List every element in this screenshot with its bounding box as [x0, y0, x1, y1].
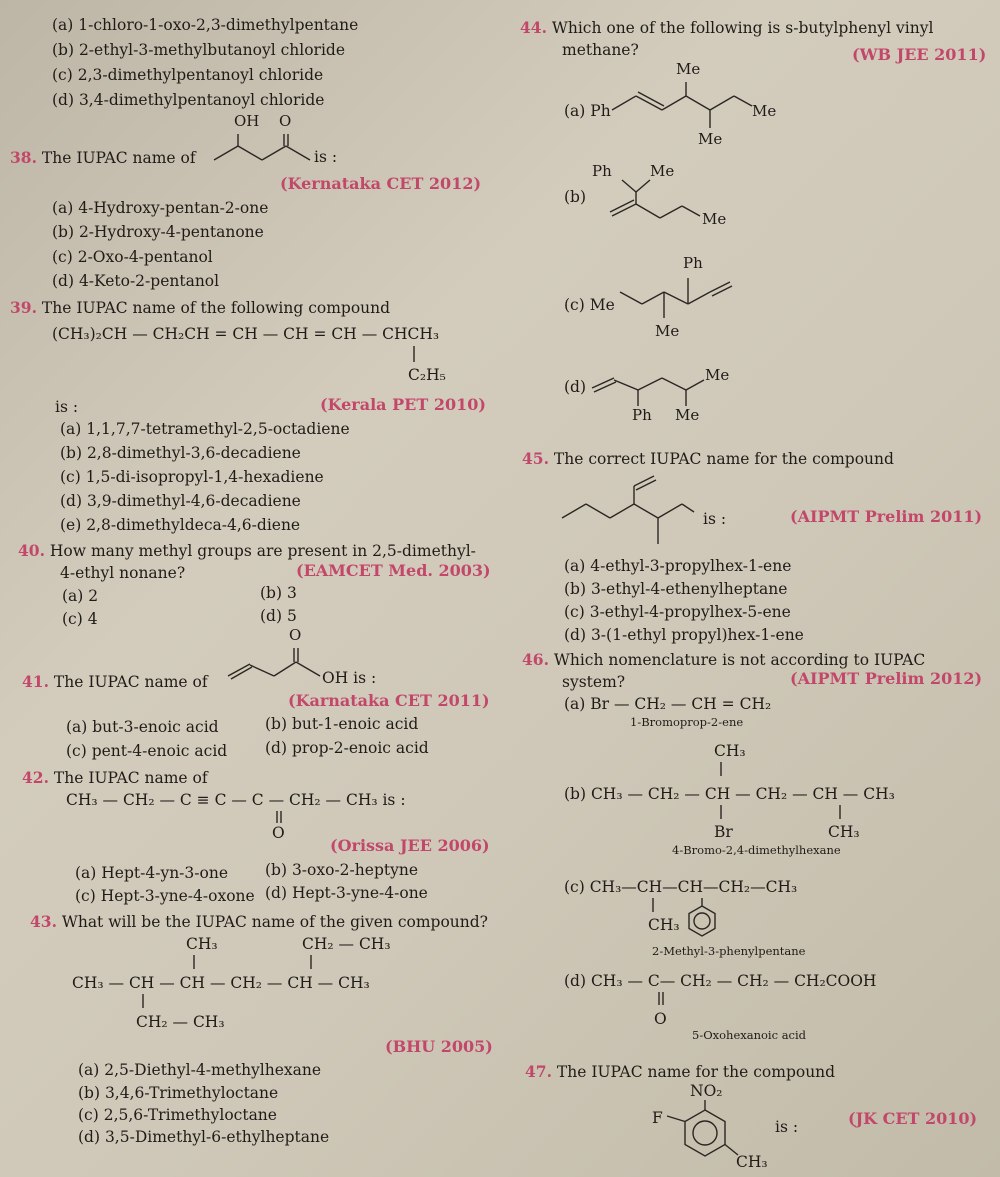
- q44-a-me-bottom: Me: [698, 130, 723, 148]
- q44-c-label: (c) Me: [564, 296, 615, 314]
- q44-number: 44.: [520, 18, 547, 37]
- q42-text: The IUPAC name of: [53, 769, 208, 787]
- q39-line: [10, 300, 390, 317]
- q40-line1: [18, 543, 476, 560]
- q46-source: (AIPMT Prelim 2012): [790, 669, 983, 688]
- q47-source: (JK CET 2010): [848, 1109, 978, 1128]
- q38-option-d: (d) 4-Keto-2-pentanol: [52, 272, 220, 290]
- q44-d-me-right: Me: [705, 366, 730, 384]
- q46-number: 46.: [522, 650, 549, 669]
- q46-d-name: 5-Oxohexanoic acid: [692, 1028, 807, 1042]
- q40-source: (EAMCET Med. 2003): [296, 561, 491, 580]
- q44-c-me: Me: [655, 322, 680, 340]
- q43-top-methyl: CH₃: [186, 935, 218, 953]
- q42-line: [22, 770, 208, 787]
- q42-option-c: (c) Hept-3-yne-4-oxone: [75, 887, 255, 905]
- q46-d-carbonyl-bond: [656, 992, 666, 1008]
- q43-main-chain: CH₃ — CH — CH — CH₂ — CH — CH₃: [72, 974, 370, 992]
- q40-option-a: (a) 2: [62, 587, 99, 605]
- q38-source: (Kernataka CET 2012): [280, 174, 482, 193]
- q41-option-a: (a) but-3-enoic acid: [66, 718, 219, 736]
- q46-c-name: 2-Methyl-3-phenylpentane: [652, 944, 806, 958]
- q44-c-structure: [620, 272, 735, 322]
- q44-d-ph: Ph: [632, 406, 652, 424]
- q42-number: 42.: [22, 768, 49, 787]
- q44-source: (WB JEE 2011): [852, 45, 987, 64]
- q45-structure: [562, 472, 697, 548]
- q43-option-a: (a) 2,5-Diethyl-4-methylhexane: [78, 1061, 322, 1079]
- q43-top-bonds: [192, 955, 322, 973]
- q46-d-o: O: [654, 1010, 667, 1028]
- q47-ch3: CH₃: [736, 1153, 768, 1171]
- q46-c-formula: (c) CH₃—CH—CH—CH₂—CH₃: [564, 878, 798, 896]
- q46-c-ch3: CH₃: [648, 916, 680, 934]
- q46-d-formula: (d) CH₃ — C— CH₂ — CH₂ — CH₂COOH: [564, 972, 877, 990]
- q40-line2: 4-ethyl nonane?: [60, 564, 186, 582]
- q47-number: 47.: [525, 1062, 552, 1081]
- q45-option-b: (b) 3-ethyl-4-ethenylheptane: [564, 580, 788, 598]
- q44-b-me-top: Me: [650, 162, 675, 180]
- q43-option-d: (d) 3,5-Dimethyl-6-ethylheptane: [78, 1128, 330, 1146]
- q37-option-b: (b) 2-ethyl-3-methylbutanoyl chloride: [52, 41, 346, 59]
- q40-text: How many methyl groups are present in 2,5-dimethyl-: [49, 542, 476, 560]
- q45-text: The correct IUPAC name for the compound: [553, 450, 894, 468]
- q39-text: The IUPAC name of the following compound: [41, 299, 391, 317]
- q39-option-e: (e) 2,8-dimethyldeca-4,6-diene: [60, 516, 301, 534]
- q41-o-label: O: [289, 626, 302, 644]
- q47-no2: NO₂: [690, 1082, 723, 1100]
- q45-number: 45.: [522, 449, 549, 468]
- q44-b-label: (b): [564, 188, 587, 206]
- q41-option-b: (b) but-1-enoic acid: [265, 715, 419, 733]
- q39-source: (Kerala PET 2010): [320, 395, 486, 414]
- q45-option-d: (d) 3-(1-ethyl propyl)hex-1-ene: [564, 626, 804, 644]
- q45-option-c: (c) 3-ethyl-4-propylhex-5-ene: [564, 603, 791, 621]
- q37-option-d: (d) 3,4-dimethylpentanoyl chloride: [52, 91, 325, 109]
- q39-number: 39.: [10, 298, 37, 317]
- q40-number: 40.: [18, 541, 45, 560]
- q45-source: (AIPMT Prelim 2011): [790, 507, 983, 526]
- q40-option-c: (c) 4: [62, 610, 98, 628]
- q39-formula: (CH₃)₂CH — CH₂CH = CH — CH = CH — CHCH₃: [52, 325, 440, 343]
- q41-structure: [228, 646, 328, 680]
- q38-line: [10, 150, 196, 167]
- q39-branch-bond: [412, 346, 416, 364]
- q44-a-me-right: Me: [752, 102, 777, 120]
- q37-option-c: (c) 2,3-dimethylpentanoyl chloride: [52, 66, 324, 84]
- q46-a-formula: (a) Br — CH₂ — CH = CH₂: [564, 695, 772, 713]
- q41-line: [22, 674, 208, 691]
- q43-source: (BHU 2005): [385, 1037, 493, 1056]
- q42-carbonyl-bond: [274, 811, 284, 825]
- q44-b-ph: Ph: [592, 162, 612, 180]
- q46-text: Which nomenclature is not according to IUPAC: [553, 651, 926, 669]
- q44-a-label: (a) Ph: [564, 102, 611, 120]
- q46-b-bottom-bonds: [718, 805, 848, 823]
- q38-number: 38.: [10, 148, 37, 167]
- q38-oh-label: OH: [234, 112, 260, 130]
- q45-option-a: (a) 4-ethyl-3-propylhex-1-ene: [564, 557, 792, 575]
- q43-line: [30, 914, 488, 931]
- q46-b-name: 4-Bromo-2,4-dimethylhexane: [672, 843, 841, 857]
- q47-text: The IUPAC name for the compound: [556, 1063, 836, 1081]
- q37-option-a: (a) 1-chloro-1-oxo-2,3-dimethylpentane: [52, 16, 359, 34]
- q44-a-me-top: Me: [676, 60, 701, 78]
- q42-o-label: O: [272, 824, 285, 842]
- q46-line1: [522, 652, 925, 669]
- q38-option-b: (b) 2-Hydroxy-4-pentanone: [52, 223, 264, 241]
- q41-source: (Karnataka CET 2011): [288, 691, 490, 710]
- q39-option-b: (b) 2,8-dimethyl-3,6-decadiene: [60, 444, 301, 462]
- q43-number: 43.: [30, 912, 57, 931]
- q44-c-ph: Ph: [683, 254, 703, 272]
- q45-line: [522, 451, 894, 468]
- q38-option-a: (a) 4-Hydroxy-pentan-2-one: [52, 199, 269, 217]
- q46-a-name: 1-Bromoprop-2-ene: [630, 715, 744, 729]
- q39-is: is :: [55, 398, 79, 416]
- q39-option-d: (d) 3,9-dimethyl-4,6-decadiene: [60, 492, 301, 510]
- q44-line2: methane?: [562, 41, 639, 59]
- q38-o-label: O: [279, 112, 292, 130]
- q43-bottom-ethyl: CH₂ — CH₃: [136, 1013, 225, 1031]
- q42-option-b: (b) 3-oxo-2-heptyne: [265, 861, 419, 879]
- q38-option-c: (c) 2-Oxo-4-pentanol: [52, 248, 213, 266]
- q39-option-c: (c) 1,5-di-isopropyl-1,4-hexadiene: [60, 468, 324, 486]
- q44-d-me-bottom: Me: [675, 406, 700, 424]
- q41-number: 41.: [22, 672, 49, 691]
- q38-text: The IUPAC name of: [41, 149, 196, 167]
- q47-f: F: [652, 1109, 663, 1127]
- q44-d-structure: [592, 370, 707, 410]
- q46-b-ch3: CH₃: [828, 823, 860, 841]
- q44-a-structure: [612, 78, 757, 130]
- q42-formula: CH₃ — CH₂ — C ≡ C — C — CH₂ — CH₃ is :: [66, 791, 406, 809]
- q44-b-me-right: Me: [702, 210, 727, 228]
- q47-line: [525, 1064, 835, 1081]
- q41-option-d: (d) prop-2-enoic acid: [265, 739, 429, 757]
- q38-tail: is :: [314, 148, 338, 166]
- q46-b-top-bond: [718, 762, 724, 780]
- q44-text: Which one of the following is s-butylphenyl vinyl: [551, 19, 934, 37]
- q47-is: is :: [775, 1118, 799, 1136]
- q46-b-formula: (b) CH₃ — CH₂ — CH — CH₂ — CH — CH₃: [564, 785, 895, 803]
- q42-option-d: (d) Hept-3-yne-4-one: [265, 884, 428, 902]
- q46-b-br: Br: [714, 823, 733, 841]
- q42-source: (Orissa JEE 2006): [330, 836, 490, 855]
- q43-option-c: (c) 2,5,6-Trimethyloctane: [78, 1106, 277, 1124]
- q40-option-b: (b) 3: [260, 584, 297, 602]
- q43-option-b: (b) 3,4,6-Trimethyloctane: [78, 1084, 279, 1102]
- q44-d-label: (d): [564, 378, 587, 396]
- q44-b-structure: [604, 176, 704, 226]
- q38-structure: [214, 132, 314, 166]
- q45-is: is :: [703, 510, 727, 528]
- q46-b-top: CH₃: [714, 742, 746, 760]
- q41-option-c: (c) pent-4-enoic acid: [66, 742, 228, 760]
- q44-line1: [520, 20, 933, 37]
- q43-text: What will be the IUPAC name of the given compound?: [61, 913, 488, 931]
- q42-option-a: (a) Hept-4-yn-3-one: [75, 864, 229, 882]
- q41-tail: OH is :: [322, 669, 377, 687]
- q43-top-ethyl: CH₂ — CH₃: [302, 935, 391, 953]
- q46-line2: system?: [562, 673, 626, 691]
- q41-text: The IUPAC name of: [53, 673, 208, 691]
- q43-bottom-bond: [140, 994, 146, 1012]
- q40-option-d: (d) 5: [260, 607, 297, 625]
- q39-option-a: (a) 1,1,7,7-tetramethyl-2,5-octadiene: [60, 420, 350, 438]
- q39-branch: C₂H₅: [408, 366, 446, 384]
